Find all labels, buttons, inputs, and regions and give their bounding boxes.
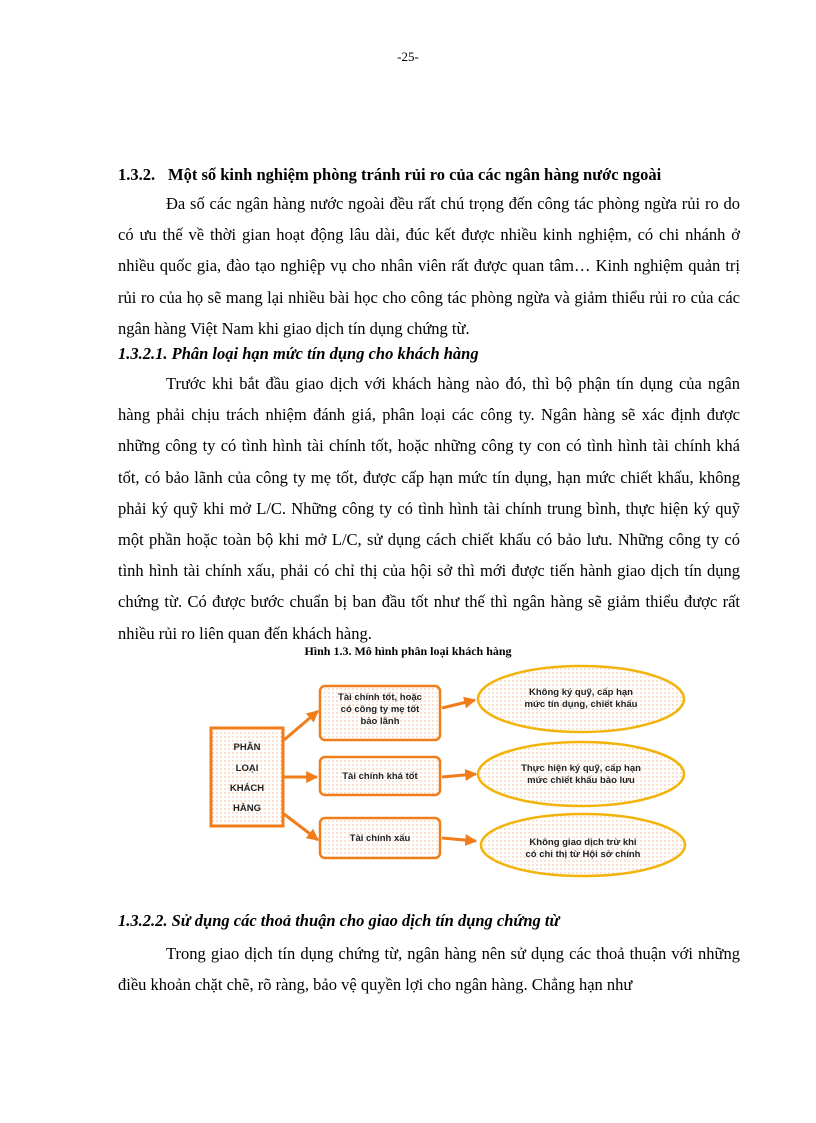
outcome-1-line-1: Không ký quỹ, cấp hạn	[529, 687, 633, 698]
intro-paragraph-text: Đa số các ngân hàng nước ngoài đều rất chú trọng đến công tác phòng ngừa rủi ro do có ưu thế về thời gian hoạt động lâu dài, đúc kết được nhiều kinh nghiệm, có chi nhánh ở nhiều quốc gia, đào tạo nghiệp vụ cho nhân viên rất được quan tâm… Kinh nghiệm quản trị rủi ro của họ sẽ mang lại nhiều bài học cho công tác phòng ngừa và giảm thiểu rủi ro của các ngân hàng Việt Nam khi giao dịch tín dụng chứng từ.	[118, 194, 740, 338]
outcome-2-line-1: Thực hiện ký quỹ, cấp hạn	[521, 763, 641, 774]
category-good-line-1: Tài chính tốt, hoặc	[338, 692, 422, 703]
category-good-line-3: bảo lãnh	[360, 716, 400, 727]
subsection-2-paragraph	[118, 938, 740, 1000]
section-number: 1.3.2.	[118, 165, 156, 184]
arrow-fair-to-outcome	[442, 774, 476, 777]
section-title: Một số kinh nghiệm phòng tránh rủi ro của các ngân hàng nước ngoài	[168, 165, 662, 184]
arrow-root-to-bad	[284, 814, 318, 840]
outcome-3-line-2: có chỉ thị từ Hội sở chính	[525, 849, 641, 860]
category-fair-line-1: Tài chính khá tốt	[342, 771, 418, 782]
category-good-line-2: có công ty mẹ tốt	[340, 704, 420, 715]
subsection-1-title: 1.3.2.1. Phân loại hạn mức tín dụng cho khách hàng	[118, 344, 479, 363]
arrow-good-to-outcome	[442, 700, 475, 708]
subsection-2-title: 1.3.2.2. Sử dụng các thoả thuận cho giao dịch tín dụng chứng từ	[118, 911, 560, 930]
subsection-1-paragraph-text: Trước khi bắt đầu giao dịch với khách hàng nào đó, thì bộ phận tín dụng của ngân hàng phải chịu trách nhiệm đánh giá, phân loại các công ty. Ngân hàng sẽ xác định được những công ty có tình hình tài chính tốt, hoặc những công ty con có tình hình tài chính khá tốt, có bảo lãnh của công ty mẹ tốt, được cấp hạn mức tín dụng, hạn mức chiết khấu, không phải ký quỹ khi mở L/C. Những công ty có tình hình tài chính trung bình, thực hiện ký quỹ một phần hoặc toàn bộ khi mở L/C, sử dụng cách chiết khấu có bảo lưu. Những công ty có tình hình tài chính xấu, phải có chỉ thị của hội sở thì mới được tiến hành giao dịch tín dụng chứng từ. Có được bước chuẩn bị ban đầu tốt như thế thì ngân hàng sẽ giảm thiểu được rất nhiều rủi ro liên quan đến khách hàng.	[118, 374, 740, 643]
outcome-3-line-1: Không giao dịch trừ khi	[529, 837, 637, 848]
outcome-1-line-2: mức tín dụng, chiết khấu	[524, 699, 638, 710]
root-label-line-2: LOẠI	[235, 763, 259, 774]
page-number: -25-	[397, 49, 419, 64]
arrow-bad-to-outcome	[442, 838, 476, 841]
subsection-2-paragraph-text: Trong giao dịch tín dụng chứng từ, ngân hàng nên sử dụng các thoả thuận với những điều khoản chặt chẽ, rõ ràng, bảo vệ quyền lợi cho ngân hàng. Chẳng hạn như	[118, 944, 740, 995]
root-label-line-4: HÀNG	[233, 803, 261, 814]
root-label-line-3: KHÁCH	[229, 783, 265, 794]
arrow-root-to-good	[284, 711, 318, 740]
category-bad-line-1: Tài chính xấu	[349, 833, 411, 844]
figure-caption: Hình 1.3. Mô hình phân loại khách hàng	[304, 644, 512, 658]
outcome-2-line-2: mức chiết khấu bảo lưu	[527, 775, 635, 786]
outcome-ellipse-partial-deposit	[478, 742, 684, 806]
root-label-line-1: PHÂN	[233, 742, 261, 753]
